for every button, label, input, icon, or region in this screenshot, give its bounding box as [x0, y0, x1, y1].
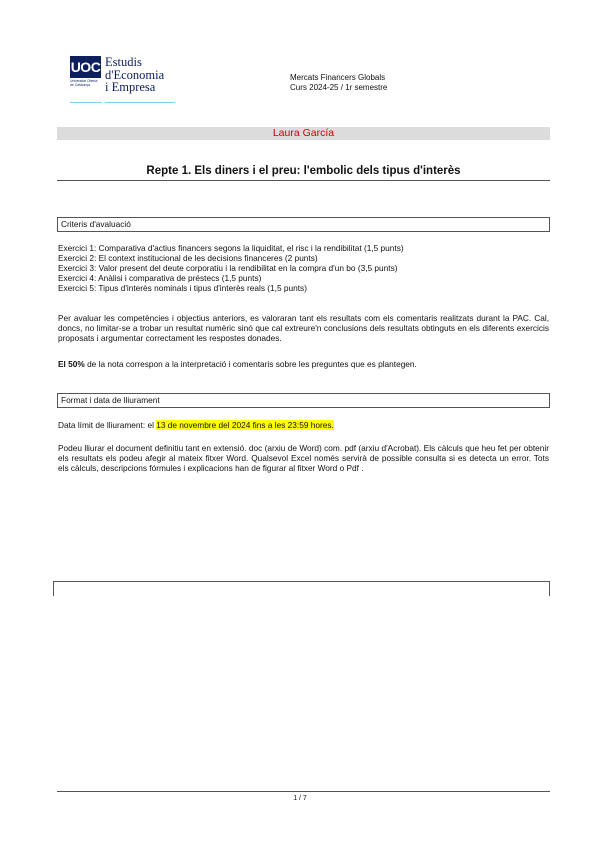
section-delivery-title: Format i data de lliurament — [61, 395, 160, 405]
assignment-title: Repte 1. Els diners i el preu: l'embolic dels tipus d'interès — [146, 165, 461, 177]
section-delivery-header — [57, 393, 550, 408]
criteria-item: Exercici 4: Anàlisi i comparativa de préstecs (1,5 punts) — [58, 273, 262, 283]
logo-underline — [70, 102, 102, 103]
page-number: 1 / 7 — [293, 795, 307, 802]
grade-weight-text: de la nota correspon a la interpretació i comentaris sobre les preguntes que es plantegen. — [84, 359, 417, 369]
course-name: Mercats Financers Globals — [290, 73, 386, 82]
criteria-list — [58, 243, 549, 293]
student-name: Laura García — [272, 127, 335, 139]
logo-underline — [105, 102, 175, 103]
deadline-line — [58, 420, 549, 430]
title-divider — [57, 180, 550, 181]
section-criteria-title: Criteris d'avaluació — [61, 219, 131, 229]
criteria-item: Exercici 1: Comparativa d'actius financers segons la liquiditat, el risc i la rendibilitat (1,5 punts) — [58, 243, 404, 253]
faculty-name-line3: i Empresa — [105, 80, 156, 94]
student-name-bar — [57, 127, 550, 140]
grade-weight-note — [58, 359, 549, 369]
criteria-item: Exercici 2: El context institucional de les decisions financeres (2 punts) — [58, 253, 318, 263]
uoc-logo-mark: UOC — [70, 56, 101, 78]
criteria-item: Exercici 5: Tipus d'interès nominals i tipus d'interès reals (1,5 punts) — [58, 283, 307, 293]
course-info — [290, 73, 387, 92]
faculty-name-line1: Estudis — [105, 55, 142, 69]
faculty-name — [105, 56, 164, 94]
grade-weight-percent: El 50% — [58, 359, 85, 369]
empty-content-frame — [53, 581, 550, 596]
criteria-paragraph: Per avaluar les competències i objectius anteriors, es valoraran tant els resultats com els comentaris realitzats durant la PAC. Cal, doncs, no limitar-se a trobar un resultat numèric sinó que cal extreure'n conclusions dels resultats obtinguts en els diferents exercicis proposats i argumentar correctament les respostes donades. — [58, 313, 549, 343]
faculty-name-line2: d'Economia — [105, 67, 165, 82]
deadline-value: 13 de novembre del 2024 fins a les 23:59 hores. — [156, 420, 334, 430]
criteria-item: Exercici 3: Valor present del deute corporatiu i la rendibilitat en la compra d'un bo (3,5 punts) — [58, 263, 398, 273]
delivery-paragraph: Podeu lliurar el document definitiu tant en extensió. doc (arxiu de Word) com. pdf (arxiu d'Acrobat). Els càlculs que heu fet per obtenir els resultats els podeu afegir al mateix fitxer Word. Qualsevol Excel només servirà de possible consulta si es detecta un error. Tots els càlculs, descripcions fórmules i explicacions han de figurar al fitxer Word o Pdf . — [58, 443, 549, 473]
uoc-logo — [70, 56, 174, 106]
section-criteria-header — [57, 217, 550, 232]
uoc-logo-subtitle: Universitat Oberta de Catalunya — [70, 79, 98, 87]
deadline-label: Data límit de lliurament: el — [58, 420, 157, 430]
footer-divider — [57, 791, 550, 792]
course-term: Curs 2024-25 / 1r semestre — [290, 82, 388, 92]
